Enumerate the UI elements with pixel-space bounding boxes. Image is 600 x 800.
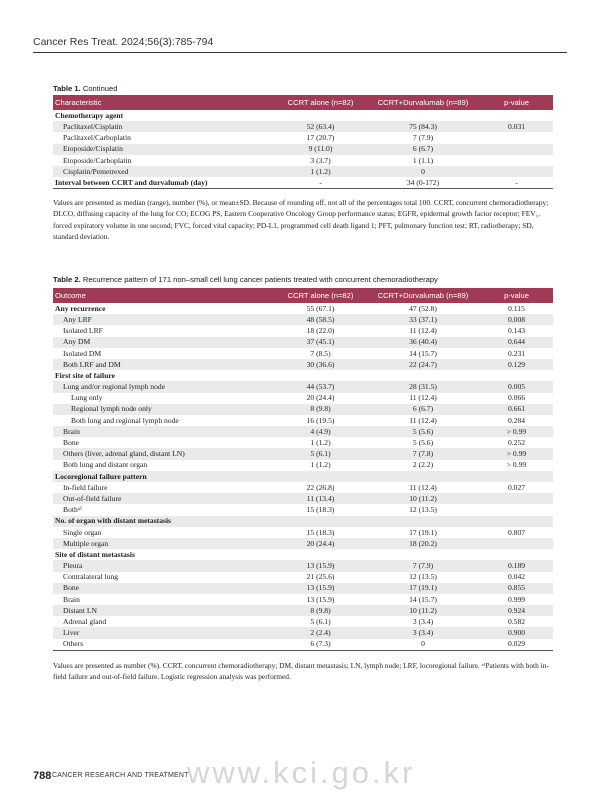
table-row: [53, 393, 553, 404]
durva-value: 11 (12.4): [409, 482, 437, 492]
table2-header-pvalue: p-value: [480, 288, 553, 303]
p-value: 0.031: [480, 121, 553, 132]
row-label: Lung and/or regional lymph node: [53, 381, 275, 392]
ccrt-value: 52 (63.4): [275, 121, 366, 132]
durva-value: 17 (19.1): [366, 583, 480, 594]
table-row: [53, 370, 553, 381]
p-value: [480, 493, 553, 504]
table-row: [53, 110, 553, 121]
p-value: 0.231: [507, 348, 526, 358]
durva-value: 3 (3.4): [366, 627, 480, 638]
table-row: [53, 594, 553, 605]
ccrt-value: [275, 110, 366, 121]
durva-value: 7 (7.9): [412, 133, 434, 143]
durva-value: 1 (1.1): [412, 155, 434, 165]
ccrt-value: [275, 516, 366, 527]
p-value: [480, 166, 553, 177]
p-value: [480, 110, 553, 121]
ccrt-value: 21 (25.6): [306, 572, 335, 582]
durva-value: [366, 549, 480, 560]
table-row: [53, 560, 553, 571]
page-number: 788: [33, 770, 52, 782]
table1-header-row: [53, 95, 553, 110]
p-value: 0.900: [480, 627, 553, 638]
table-row: [53, 325, 553, 336]
p-value: 0.807: [507, 527, 526, 537]
ccrt-value: 6 (7.3): [275, 639, 366, 651]
ccrt-value: 3 (3.7): [310, 155, 331, 165]
row-label: Both LRF and DM: [53, 359, 275, 370]
p-value: > 0.99: [480, 426, 553, 437]
table-row: [53, 359, 553, 370]
row-label: Etoposide/Cisplatin: [53, 144, 275, 155]
durva-value: [366, 370, 480, 381]
table-row: [53, 415, 553, 426]
p-value: 0.115: [508, 303, 525, 313]
durva-value: 10 (11.2): [366, 493, 480, 504]
table2-header-outcome: Outcome: [53, 288, 275, 303]
table-row: [53, 348, 553, 359]
table-row: [53, 132, 553, 143]
durva-value: 11 (12.4): [409, 393, 437, 403]
table1-footnote: Values are presented as median (range), number (%), or mean±SD. Because of rounding off, not all of the percentages total 100. CCRT, concurrent chemoradiotherapy; DLCO, diffusing capacity of the lung for CO; ECOG PS, Eastern Cooperative Oncology Group performance status; EGFR, epidermal growth factor receptor; FEV₁, forced expiratory volume in one second; FVC, forced vital capacity; PD-L1, programmed cell death ligand 1; PFT, pulmonary function test; RT, radiotherapy; SD, standard deviation.: [53, 198, 549, 241]
ccrt-value: -: [275, 177, 366, 189]
ccrt-value: 1 (1.2): [275, 166, 366, 177]
row-label: Isolated DM: [63, 348, 102, 358]
row-label: Etoposide/Carboplatin: [63, 155, 132, 165]
row-label: Others (liver, adrenal gland, distant LN): [53, 448, 275, 459]
p-value: [480, 538, 553, 549]
table-row: [53, 605, 553, 616]
p-value: 0.252: [507, 438, 526, 448]
row-label: Distant LN: [53, 605, 275, 616]
table-row: [53, 549, 553, 560]
table2-header-ccrt: CCRT alone (n=82): [275, 288, 366, 303]
table-row: [53, 482, 553, 493]
row-label: Bone: [63, 438, 80, 448]
row-label: Bothᵃ⁾: [63, 505, 82, 515]
durva-value: 7 (7.8): [366, 448, 480, 459]
ccrt-value: 1 (1.2): [310, 460, 331, 470]
table-row: [53, 155, 553, 166]
p-value: 0.644: [480, 337, 553, 348]
ccrt-value: 18 (22.0): [306, 326, 335, 336]
ccrt-value: [275, 370, 366, 381]
durva-value: 17 (19.1): [409, 527, 437, 537]
table2-header-durva: CCRT+Durvalumab (n=89): [366, 288, 480, 303]
ccrt-value: 5 (6.1): [275, 448, 366, 459]
durva-value: 75 (84.3): [366, 121, 480, 132]
p-value: 0.855: [480, 583, 553, 594]
table-row: [53, 303, 553, 314]
row-label: Pleura: [53, 560, 275, 571]
ccrt-value: 2 (2.4): [275, 627, 366, 638]
table-row: [53, 448, 553, 459]
ccrt-value: [275, 549, 366, 560]
row-label: Regional lymph node only: [53, 404, 275, 415]
durva-value: 2 (2.2): [412, 460, 434, 470]
durva-value: 18 (20.2): [366, 538, 480, 549]
journal-footer: CANCER RESEARCH AND TREATMENT: [52, 772, 189, 779]
table2-caption: [53, 275, 438, 284]
row-label: Contralateral lung: [63, 572, 119, 582]
table2-footnote: Values are presented as number (%). CCRT, concurrent chemoradiotherapy; DM, distant metastasis; LN, lymph node; LRF, locoregional failure. ᵃ⁾Patients with both in-field failure and out-of-field failure. Logistic regression analysis was performed.: [53, 661, 549, 682]
table-row: [53, 177, 553, 189]
durva-value: 33 (37.1): [366, 314, 480, 325]
table-row: [53, 121, 553, 132]
p-value: [480, 504, 553, 515]
ccrt-value: 8 (9.8): [275, 404, 366, 415]
ccrt-value: 9 (11.0): [275, 144, 366, 155]
ccrt-value: 15 (18.3): [306, 505, 335, 515]
ccrt-value: 13 (15.9): [306, 594, 335, 604]
row-label: Any recurrence: [55, 303, 106, 313]
p-value: -: [480, 177, 553, 189]
durva-value: 0: [366, 639, 480, 651]
durva-value: [366, 110, 480, 121]
p-value: 0.143: [507, 326, 526, 336]
durva-value: [366, 471, 480, 482]
row-label: Brain: [63, 594, 80, 604]
table-row: [53, 314, 553, 325]
row-label: Multiple organ: [53, 538, 275, 549]
ccrt-value: 37 (45.1): [275, 337, 366, 348]
row-label: Both lung and regional lymph node: [71, 415, 179, 425]
row-label: Any LRF: [53, 314, 275, 325]
ccrt-value: 5 (6.1): [310, 617, 331, 627]
ccrt-value: 13 (15.9): [275, 560, 366, 571]
p-value: 0.284: [507, 415, 526, 425]
row-label: Interval between CCRT and durvalumab (day): [53, 177, 275, 189]
table-row: [53, 471, 553, 482]
table-row: [53, 460, 553, 471]
row-label: Bone: [53, 583, 275, 594]
durva-value: 3 (3.4): [412, 617, 434, 627]
p-value: [480, 155, 553, 166]
durva-value: 0: [366, 166, 480, 177]
durva-value: 5 (5.6): [412, 438, 434, 448]
row-label: Any DM: [53, 337, 275, 348]
row-label: Liver: [53, 627, 275, 638]
row-label: Adrenal gland: [63, 617, 107, 627]
table1-header-pvalue: p-value: [480, 95, 553, 110]
table1-header-characteristic: Characteristic: [53, 95, 275, 110]
table2-body: [53, 303, 553, 650]
table-row: [53, 381, 553, 392]
p-value: 0.008: [480, 314, 553, 325]
ccrt-value: [275, 471, 366, 482]
table1: [53, 95, 553, 189]
p-value: [480, 370, 553, 381]
p-value: > 0.99: [480, 448, 553, 459]
table1-header-ccrt: CCRT alone (n=82): [275, 95, 366, 110]
p-value: [480, 516, 553, 527]
p-value: [480, 471, 553, 482]
table-row: [53, 616, 553, 627]
durva-value: 14 (15.7): [409, 348, 437, 358]
table2: [53, 288, 553, 651]
table-row: [53, 404, 553, 415]
ccrt-value: 13 (15.9): [275, 583, 366, 594]
row-label: Others: [53, 639, 275, 651]
durva-value: 12 (13.5): [409, 572, 437, 582]
watermark: www.kci.go.kr: [187, 755, 416, 790]
p-value: [480, 549, 553, 560]
durva-value: 11 (12.4): [409, 415, 437, 425]
table1-body: [53, 110, 553, 189]
durva-value: 6 (6.7): [366, 144, 480, 155]
row-label: Paclitaxel/Carboplatin: [63, 133, 131, 143]
table-row: [53, 527, 553, 538]
ccrt-value: 22 (26.8): [306, 482, 335, 492]
ccrt-value: 30 (36.6): [275, 359, 366, 370]
p-value: 0.582: [507, 617, 526, 627]
table2-header-row: [53, 288, 553, 303]
header-rule: [33, 52, 567, 53]
ccrt-value: 20 (24.4): [275, 538, 366, 549]
table2-label: Table 2.: [53, 275, 81, 284]
p-value: [480, 144, 553, 155]
durva-value: 28 (31.5): [366, 381, 480, 392]
ccrt-value: 8 (9.8): [275, 605, 366, 616]
p-value: > 0.99: [506, 460, 527, 470]
ccrt-value: 55 (67.1): [306, 303, 335, 313]
ccrt-value: 7 (8.5): [310, 348, 331, 358]
table-row: [53, 144, 553, 155]
p-value: 0.129: [480, 359, 553, 370]
durva-value: 34 (0-172): [366, 177, 480, 189]
running-head: Cancer Res Treat. 2024;56(3):785-794: [33, 36, 214, 48]
table1-label: Table 1.: [53, 84, 81, 93]
ccrt-value: 11 (13.4): [275, 493, 366, 504]
p-value: 0.042: [507, 572, 526, 582]
row-label: Lung only: [71, 393, 103, 403]
durva-value: 10 (11.2): [366, 605, 480, 616]
durva-value: [366, 516, 480, 527]
table-row: [53, 437, 553, 448]
table1-caption: [53, 84, 117, 93]
row-label: In-field failure: [63, 482, 108, 492]
durva-value: 47 (52.8): [409, 303, 437, 313]
p-value: 0.999: [507, 594, 526, 604]
table-row: [53, 583, 553, 594]
table1-caption-text: Continued: [82, 84, 118, 93]
durva-value: 11 (12.4): [409, 326, 437, 336]
durva-value: 22 (24.7): [366, 359, 480, 370]
p-value: [480, 132, 553, 143]
table-row: [53, 493, 553, 504]
ccrt-value: 20 (24.4): [306, 393, 335, 403]
table-row: [53, 639, 553, 651]
table-row: [53, 627, 553, 638]
row-label: First site of failure: [55, 370, 115, 380]
row-label: No. of organ with distant metastasis: [53, 516, 275, 527]
row-label: Both lung and distant organ: [63, 460, 148, 470]
table-row: [53, 504, 553, 515]
row-label: Cisplatin/Pemetrexed: [53, 166, 275, 177]
table-row: [53, 426, 553, 437]
row-label: Isolated LRF: [63, 326, 103, 336]
table-row: [53, 516, 553, 527]
p-value: 0.029: [480, 639, 553, 651]
durva-value: 12 (13.5): [409, 505, 437, 515]
row-label: Single organ: [63, 527, 102, 537]
table1-header-durva: CCRT+Durvalumab (n=89): [366, 95, 480, 110]
row-label: Paclitaxel/Cisplatin: [53, 121, 275, 132]
row-label: Locoregional failure pattern: [53, 471, 275, 482]
p-value: 0.924: [480, 605, 553, 616]
ccrt-value: 16 (19.5): [306, 415, 335, 425]
ccrt-value: 44 (53.7): [275, 381, 366, 392]
p-value: 0.005: [480, 381, 553, 392]
ccrt-value: 17 (20.7): [306, 133, 335, 143]
row-label: Brain: [53, 426, 275, 437]
durva-value: 6 (6.7): [366, 404, 480, 415]
ccrt-value: 15 (18.3): [306, 527, 335, 537]
row-label: Chemotherapy agent: [55, 110, 124, 120]
table2-caption-text: Recurrence pattern of 171 non–small cell lung cancer patients treated with concurrent chemoradiotherapy: [82, 275, 438, 284]
ccrt-value: 4 (4.9): [275, 426, 366, 437]
table-row: [53, 572, 553, 583]
row-label: Site of distant metastasis: [55, 549, 135, 559]
p-value: 0.066: [507, 393, 526, 403]
table-row: [53, 538, 553, 549]
row-label: Out-of-field failure: [53, 493, 275, 504]
durva-value: 36 (40.4): [366, 337, 480, 348]
durva-value: 5 (5.6): [366, 426, 480, 437]
ccrt-value: 1 (1.2): [310, 438, 331, 448]
p-value: 0.189: [480, 560, 553, 571]
table-row: [53, 337, 553, 348]
ccrt-value: 48 (58.5): [275, 314, 366, 325]
table-row: [53, 166, 553, 177]
p-value: 0.027: [507, 482, 526, 492]
durva-value: 7 (7.9): [366, 560, 480, 571]
p-value: 0.661: [480, 404, 553, 415]
durva-value: 14 (15.7): [409, 594, 437, 604]
